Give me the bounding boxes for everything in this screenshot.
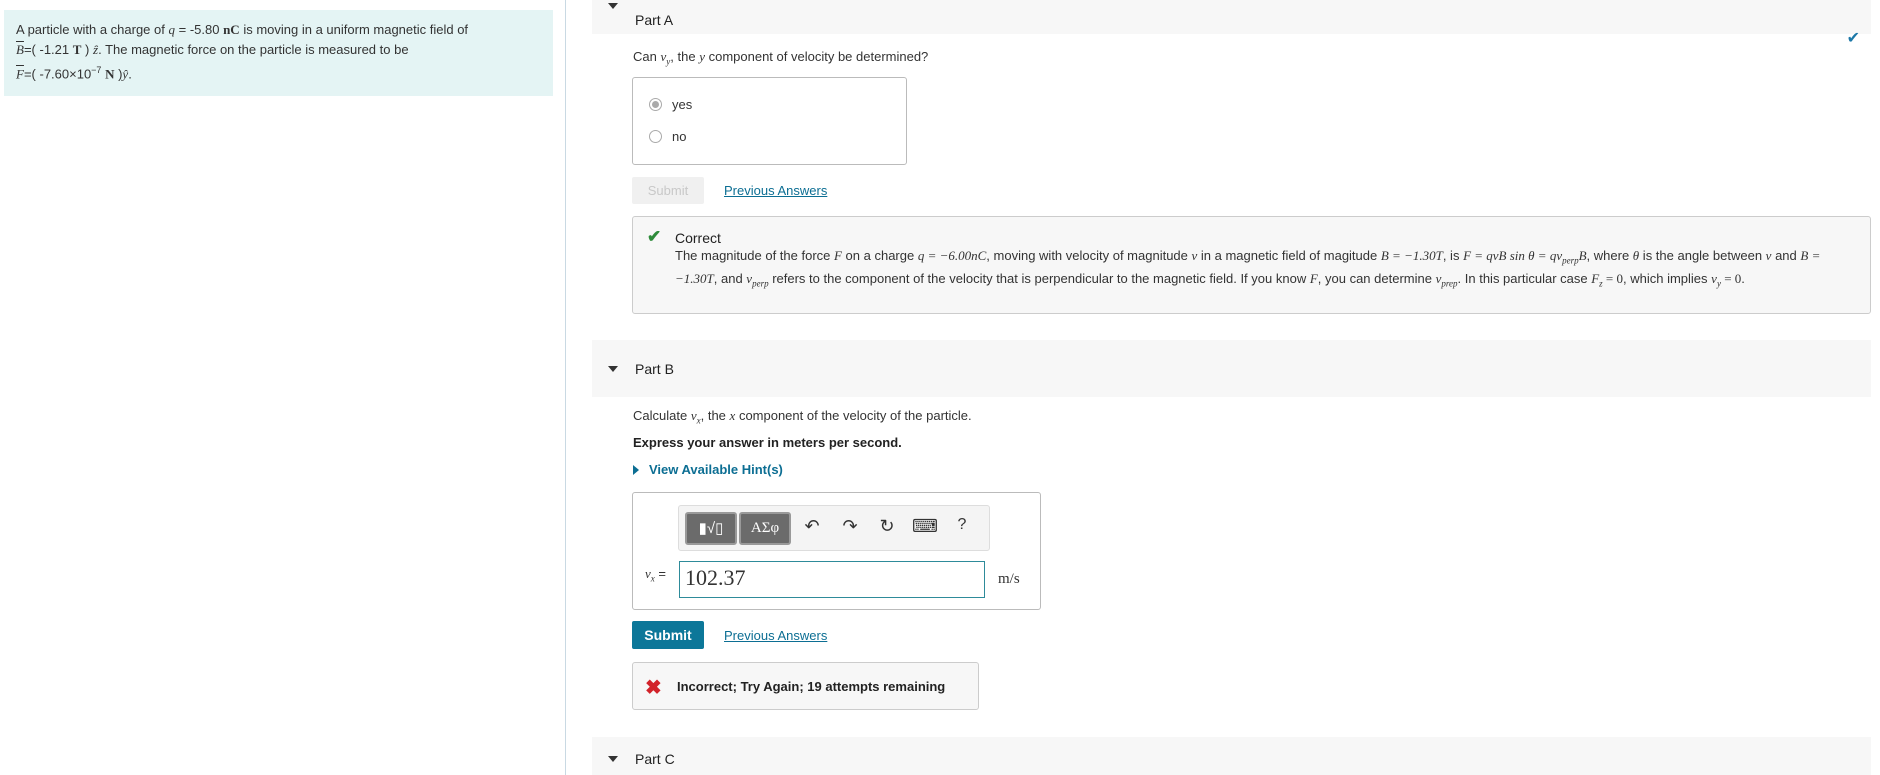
part-c-header[interactable] xyxy=(592,737,1871,775)
radio-yes[interactable] xyxy=(649,98,662,111)
part-b-header[interactable] xyxy=(592,340,1871,397)
math-toolbar xyxy=(678,505,990,551)
problem-statement xyxy=(4,10,553,96)
answer-input[interactable]: 102.37 xyxy=(679,561,985,598)
option-yes-label: yes xyxy=(672,97,693,112)
collapse-caret-icon[interactable] xyxy=(608,366,618,372)
templates-button[interactable]: ▮√▯ xyxy=(685,512,737,545)
part-b-feedback xyxy=(632,662,979,710)
undo-icon[interactable]: ↶ xyxy=(804,516,820,536)
incorrect-x-icon: ✖ xyxy=(645,677,662,699)
part-b-instruction: Express your answer in meters per second. xyxy=(633,435,902,450)
part-a-submit-button[interactable]: Submit xyxy=(632,177,704,204)
part-b-question: Calculate $v_x$, the x component of the velocity of the particle. xyxy=(633,408,972,426)
option-no-label: no xyxy=(672,129,687,144)
option-yes[interactable] xyxy=(649,97,692,112)
part-b-previous-answers-link[interactable]: Previous Answers xyxy=(724,628,828,643)
collapse-caret-icon[interactable] xyxy=(608,3,618,9)
problem-line-3: $\overline{F}=$( $-7.60\times 10^{-7}$ N )ŷ. xyxy=(16,65,132,82)
option-no[interactable] xyxy=(649,129,686,144)
hint-label: View Available Hint(s) xyxy=(649,462,783,477)
incorrect-message: Incorrect; Try Again; 19 attempts remaining xyxy=(677,679,946,694)
help-icon[interactable]: ? xyxy=(957,516,967,533)
problem-line-2: $\overline{B}=$( -1.21 T ) ẑ. The magnetic force on the particle is measured to be xyxy=(16,42,409,57)
part-a-answer-options xyxy=(632,77,907,165)
keyboard-icon[interactable]: ⌨ xyxy=(912,516,938,536)
greek-symbols-button[interactable]: ΑΣφ xyxy=(739,512,791,545)
feedback-body: The magnitude of the force F on a charge q = −6.00nC, moving with velocity of magnitude v in a magnetic field of magitude B = −1.30T, is F = qvB $\sin \theta = qv_{perp}B$, where θ is the angle between v and B = −1.30T, and $v_{perp}$ refers to the component of the velocity that is perpendicular to the magnetic field. If you know F, you can determine $v_{prep}$. In this particular case $F_z = 0$, which implies $v_y = 0$. xyxy=(675,248,1821,289)
collapse-caret-icon[interactable] xyxy=(608,756,618,762)
part-a-previous-answers-link[interactable]: Previous Answers xyxy=(724,183,828,198)
reset-icon[interactable]: ↻ xyxy=(879,516,895,536)
part-b-submit-button[interactable]: Submit xyxy=(632,621,704,649)
part-a-complete-check-icon: ✔ xyxy=(1846,30,1860,47)
part-a-header[interactable] xyxy=(592,0,1871,34)
expand-triangle-icon xyxy=(633,465,639,475)
part-b-title: Part B xyxy=(635,360,674,377)
part-a-question: Can $v_y$, the y component of velocity be determined? xyxy=(633,49,929,67)
view-hints-toggle[interactable] xyxy=(633,462,783,477)
part-c-title: Part C xyxy=(635,751,675,767)
part-a-feedback xyxy=(632,216,1871,314)
radio-no[interactable] xyxy=(649,130,662,143)
problem-line-1: A particle with a charge of q = -5.80 nC is moving in a uniform magnetic field of xyxy=(16,22,469,37)
redo-icon[interactable]: ↷ xyxy=(842,516,858,536)
part-a-title: Part A xyxy=(635,12,674,28)
feedback-title: Correct xyxy=(675,230,721,246)
correct-check-icon: ✔ xyxy=(647,227,662,246)
answer-variable-label: $v_x$ = xyxy=(645,566,666,584)
part-b-answer-box xyxy=(632,492,1041,610)
answer-unit: m/s xyxy=(998,571,1020,587)
pane-divider[interactable] xyxy=(565,0,566,775)
